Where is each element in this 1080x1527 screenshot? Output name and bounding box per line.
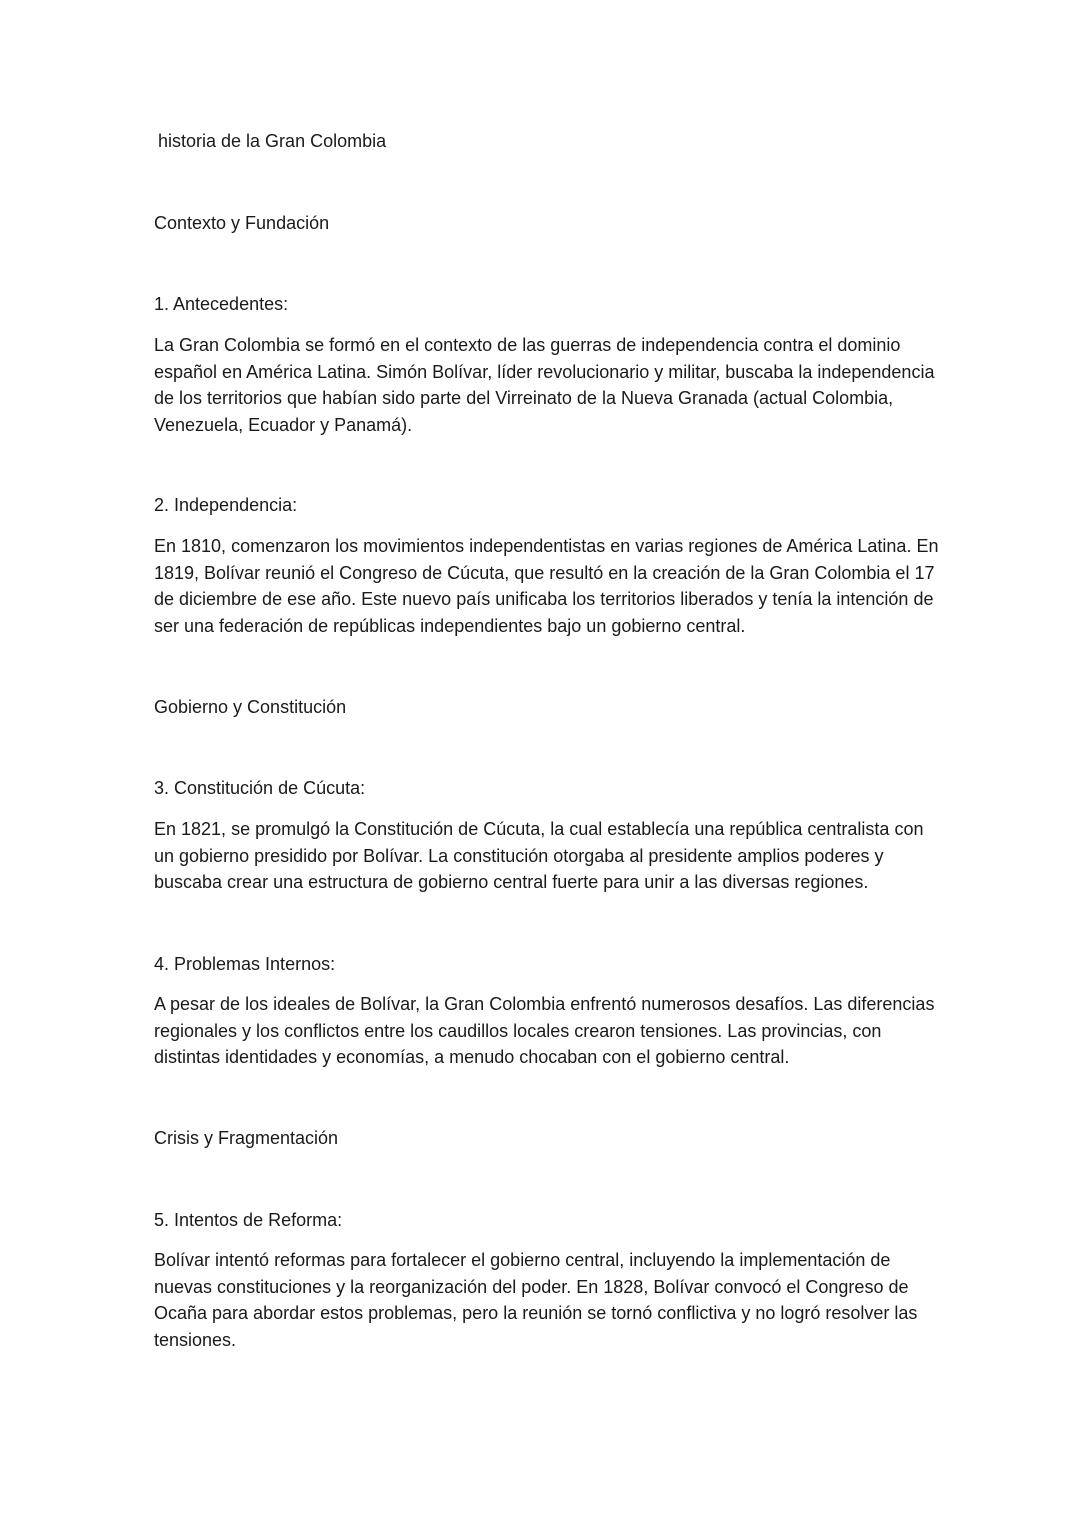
item-heading-constitucion: 3. Constitución de Cúcuta: — [154, 778, 366, 798]
item-heading-problemas: 4. Problemas Internos: — [154, 954, 336, 974]
section-heading-contexto: Contexto y Fundación — [154, 213, 330, 233]
item-body-antecedentes: La Gran Colombia se formó en el contexto de las guerras de independencia contra el dominio español en América Latina. Simón Bolívar, líder revolucionario y militar, buscaba la independencia de los territorios que habían sido parte del Virreinato de la Nueva Granada (actual Colombia, Venezuela, Ecuador y Panamá). — [154, 335, 935, 435]
section-heading-crisis: Crisis y Fragmentación — [154, 1128, 339, 1148]
item-body-independencia: En 1810, comenzaron los movimientos independentistas en varias regiones de América Latina. En 1819, Bolívar reunió el Congreso de Cúcuta, que resultó en la creación de la Gran Colombia el 17 de diciembre de ese año. Este nuevo país unificaba los territorios liberados y tenía la intención de ser una federación de repúblicas independientes bajo un gobierno central. — [154, 536, 939, 636]
document-title: historia de la Gran Colombia — [158, 131, 387, 151]
item-body-reforma: Bolívar intentó reformas para fortalecer el gobierno central, incluyendo la implementación de nuevas constituciones y la reorganización del poder. En 1828, Bolívar convocó el Congreso de Ocaña para abordar estos problemas, pero la reunión se tornó conflictiva y no logró resolver las tensiones. — [154, 1250, 918, 1350]
item-heading-reforma: 5. Intentos de Reforma: — [154, 1210, 343, 1230]
item-body-constitucion: En 1821, se promulgó la Constitución de Cúcuta, la cual establecía una república centralista con un gobierno presidido por Bolívar. La constitución otorgaba al presidente amplios poderes y buscaba crear una estructura de gobierno central fuerte para unir a las diversas regiones. — [154, 819, 924, 892]
item-heading-independencia: 2. Independencia: — [154, 495, 298, 515]
item-body-problemas: A pesar de los ideales de Bolívar, la Gran Colombia enfrentó numerosos desafíos. Las diferencias regionales y los conflictos entre los caudillos locales crearon tensiones. Las provincias, con distintas identidades y economías, a menudo chocaban con el gobierno central. — [154, 994, 935, 1067]
section-heading-gobierno: Gobierno y Constitución — [154, 697, 347, 717]
item-heading-antecedentes: 1. Antecedentes: — [154, 294, 289, 314]
